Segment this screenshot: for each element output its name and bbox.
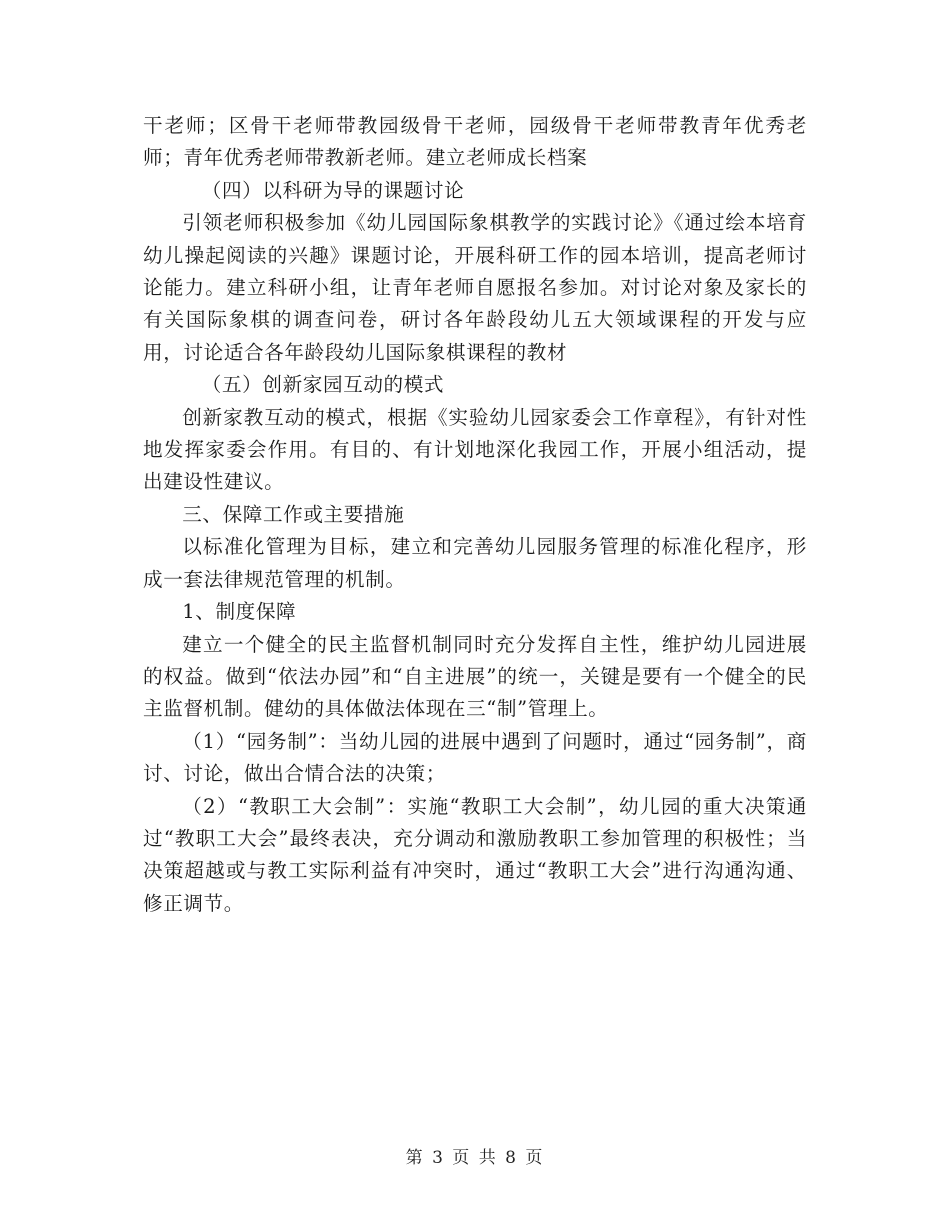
- heading-section-4: （四）以科研为导的课题讨论: [201, 178, 465, 202]
- page-number: 第 3 页 共 8 页: [405, 1148, 545, 1168]
- paragraph-supervision: 建立一个健全的民主监督机制同时充分发挥自主性，维护幼儿园进展的权益。做到“依法办园”和“自主进展”的统一，关键是要有一个健全的民主监督机制。健幼的具体做法体现在三“制”管理上。: [143, 632, 807, 721]
- paragraph-home-school: 创新家教互动的模式，根据《实验幼儿园家委会工作章程》，有针对性地发挥家委会作用。有目的、有计划地深化我园工作，开展小组活动，提出建设性建议。: [143, 405, 807, 494]
- heading-section-5: （五）创新家园互动的模式: [201, 373, 445, 397]
- paragraph-research: 引领老师积极参加《幼儿园国际象棋教学的实践讨论》《通过绘本培育幼儿操起阅读的兴趣》课题讨论，开展科研工作的园本培训，提高老师讨论能力。建立科研小组，让青年老师自愿报名参加。对讨论对象及家长的有关国际象棋的调查问卷，研讨各年龄段幼儿五大领域课程的开发与应用，讨论适合各年龄段幼儿国际象棋课程的教材: [143, 211, 807, 364]
- paragraph-staff-congress: （2）“教职工大会制”：实施“教职工大会制”，幼儿园的重大决策通过“教职工大会”最终表决，充分调动和激励教职工参加管理的积极性；当决策超越或与教工实际利益有冲突时，通过“教职工大会”进行沟通沟通、修正调节。: [143, 794, 807, 915]
- paragraph-standardization: 以标准化管理为目标，建立和完善幼儿园服务管理的标准化程序，形成一套法律规范管理的机制。: [143, 535, 807, 591]
- paragraph-continuation: 干老师；区骨干老师带教园级骨干老师，园级骨干老师带教青年优秀老师；青年优秀老师带教新老师。建立老师成长档案: [143, 114, 807, 170]
- heading-section-three: 三、保障工作或主要措施: [182, 502, 405, 526]
- paragraph-garden-affairs: （1）“园务制”：当幼儿园的进展中遇到了问题时，通过“园务制”，商讨、讨论，做出合情合法的决策；: [143, 729, 807, 786]
- document-body: [143, 110, 807, 920]
- heading-system-guarantee: 1、制度保障: [182, 600, 297, 624]
